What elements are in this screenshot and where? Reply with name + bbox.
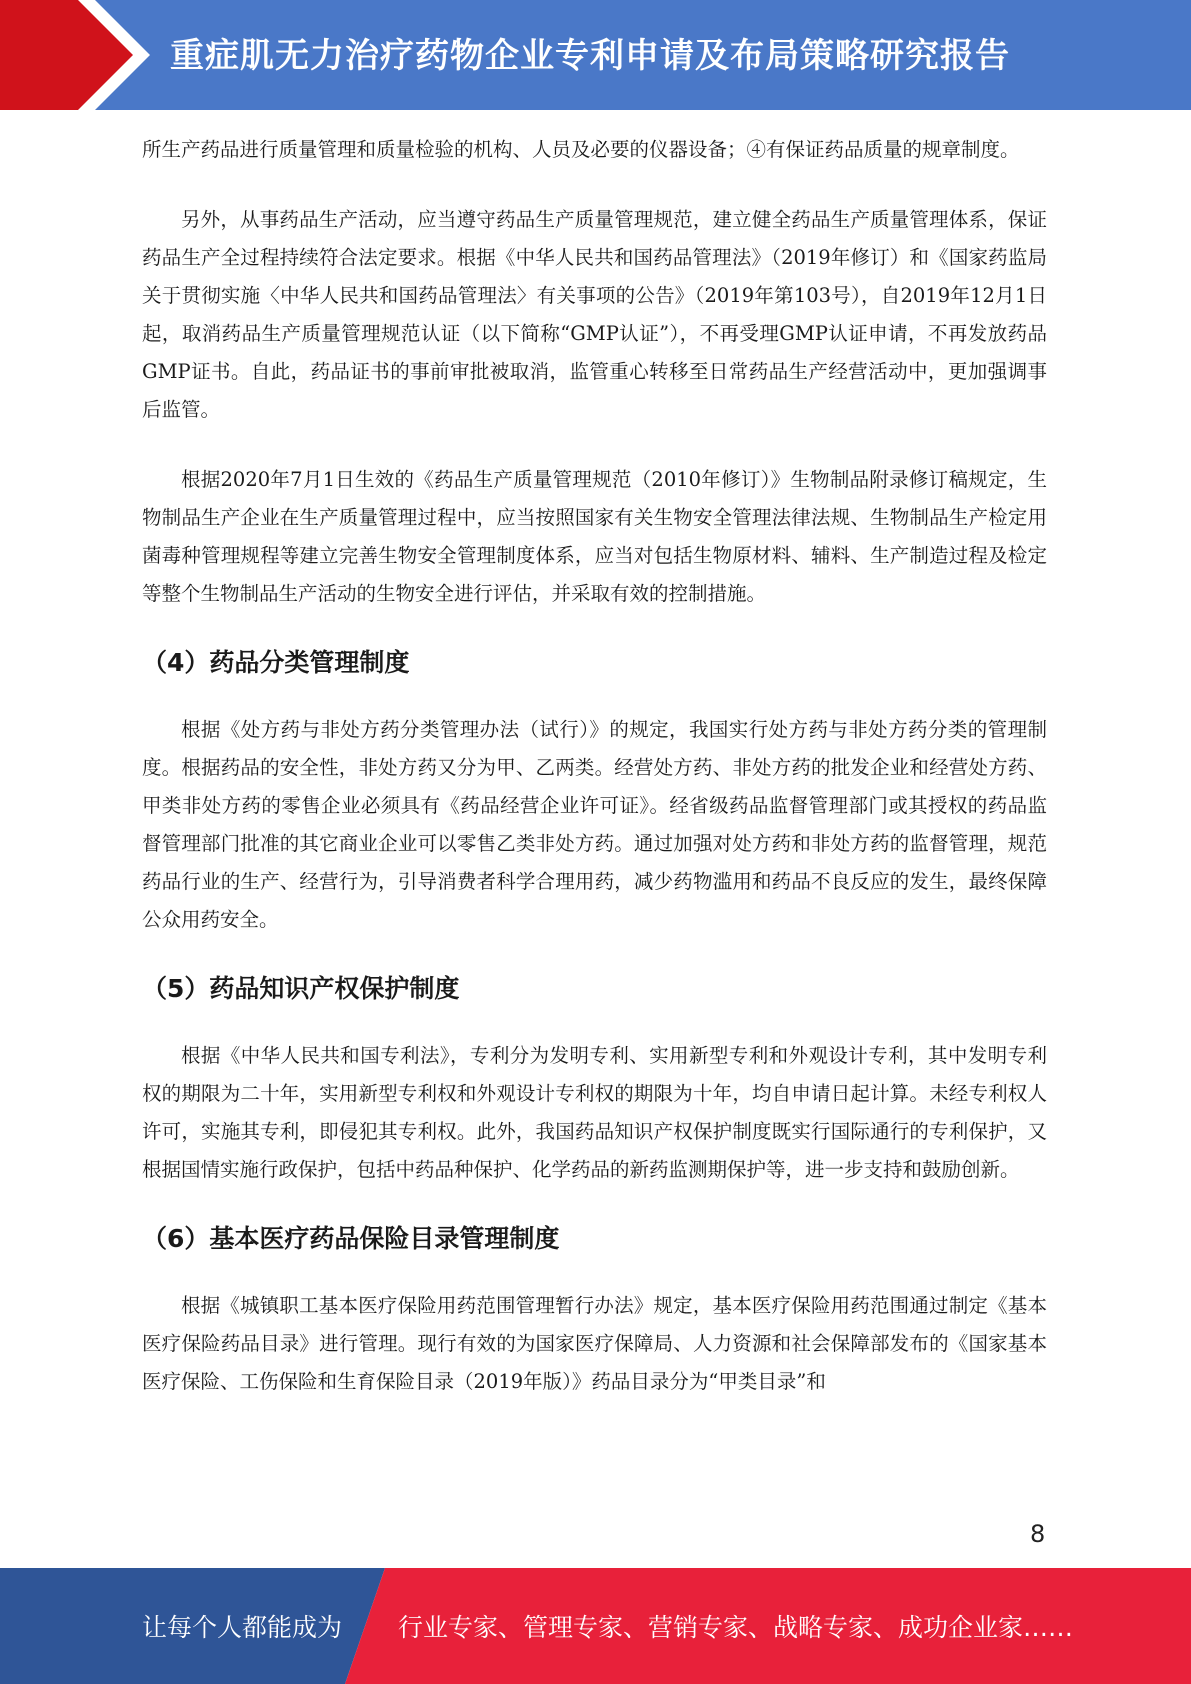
page-header [0, 0, 1191, 110]
footer-slogan-left: 让每个人都能成为 [142, 1613, 343, 1642]
paragraph-gmp-continuation: 所生产药品进行质量管理和质量检验的机构、人员及必要的仪器设备；④有保证药品质量的规章制度。 [142, 138, 1020, 161]
report-title: 重症肌无力治疗药物企业专利申请及布局策略研究报告 [170, 36, 1010, 76]
paragraph-ip-protection: 根据《中华人民共和国专利法》，专利分为发明专利、实用新型专利和外观设计专利，其中发明专利权的期限为二十年，实用新型专利权和外观设计专利权的期限为十年，均自申请日起计算。未经专利权人许可，实施其专利，即侵犯其专利权。此外，我国药品知识产权保护制度既实行国际通行的专利保护，又根据国情实施行政保护，包括中药品种保护、化学药品的新药监测期保护等，进一步支持和鼓励创新。 [142, 1044, 1047, 1181]
footer-slogan-right: 行业专家、管理专家、营销专家、战略专家、成功企业家…… [398, 1613, 1074, 1642]
paragraph-classification: 根据《处方药与非处方药分类管理办法（试行）》的规定，我国实行处方药与非处方药分类的管理制度。根据药品的安全性，非处方药又分为甲、乙两类。经营处方药、非处方药的批发企业和经营处方药、甲类非处方药的零售企业必须具有《药品经营企业许可证》。经省级药品监督管理部门或其授权的药品监督管理部门批准的其它商业企业可以零售乙类非处方药。通过加强对处方药和非处方药的监督管理，规范药品行业的生产、经营行为，引导消费者科学合理用药，减少药物滥用和药品不良反应的发生，最终保障公众用药安全。 [142, 718, 1047, 931]
document-body [142, 131, 1047, 1433]
section-heading-insurance-catalog: （6）基本医疗药品保险目录管理制度 [142, 1224, 560, 1253]
page-footer [0, 1568, 1191, 1684]
paragraph-insurance-catalog: 根据《城镇职工基本医疗保险用药范围管理暂行办法》规定，基本医疗保险用药范围通过制定《基本医疗保险药品目录》进行管理。现行有效的为国家医疗保障局、人力资源和社会保障部发布的《国家基本医疗保险、工伤保险和生育保险目录（2019年版）》药品目录分为“甲类目录”和 [142, 1294, 1047, 1393]
paragraph-biologics-appendix: 根据2020年7月1日生效的《药品生产质量管理规范（2010年修订）》生物制品附录修订稿规定，生物制品生产企业在生产质量管理过程中，应当按照国家有关生物安全管理法律法规、生物制品生产检定用菌毒种管理规程等建立完善生物安全管理制度体系，应当对包括生物原材料、辅料、生产制造过程及检定等整个生物制品生产活动的生物安全进行评估，并采取有效的控制措施。 [142, 468, 1047, 605]
page-number: 8 [1030, 1520, 1046, 1548]
paragraph-gmp-reform: 另外，从事药品生产活动，应当遵守药品生产质量管理规范，建立健全药品生产质量管理体系，保证药品生产全过程持续符合法定要求。根据《中华人民共和国药品管理法》（2019年修订）和《国家药监局关于贯彻实施〈中华人民共和国药品管理法〉有关事项的公告》（2019年第103号），自2019年12月1日起，取消药品生产质量管理规范认证（以下简称“GMP认证”），不再受理GMP认证申请，不再发放药品GMP证书。自此，药品证书的事前审批被取消，监管重心转移至日常药品生产经营活动中，更加强调事后监管。 [142, 208, 1047, 421]
section-heading-classification: （4）药品分类管理制度 [142, 648, 410, 677]
section-heading-ip-protection: （5）药品知识产权保护制度 [142, 974, 460, 1003]
